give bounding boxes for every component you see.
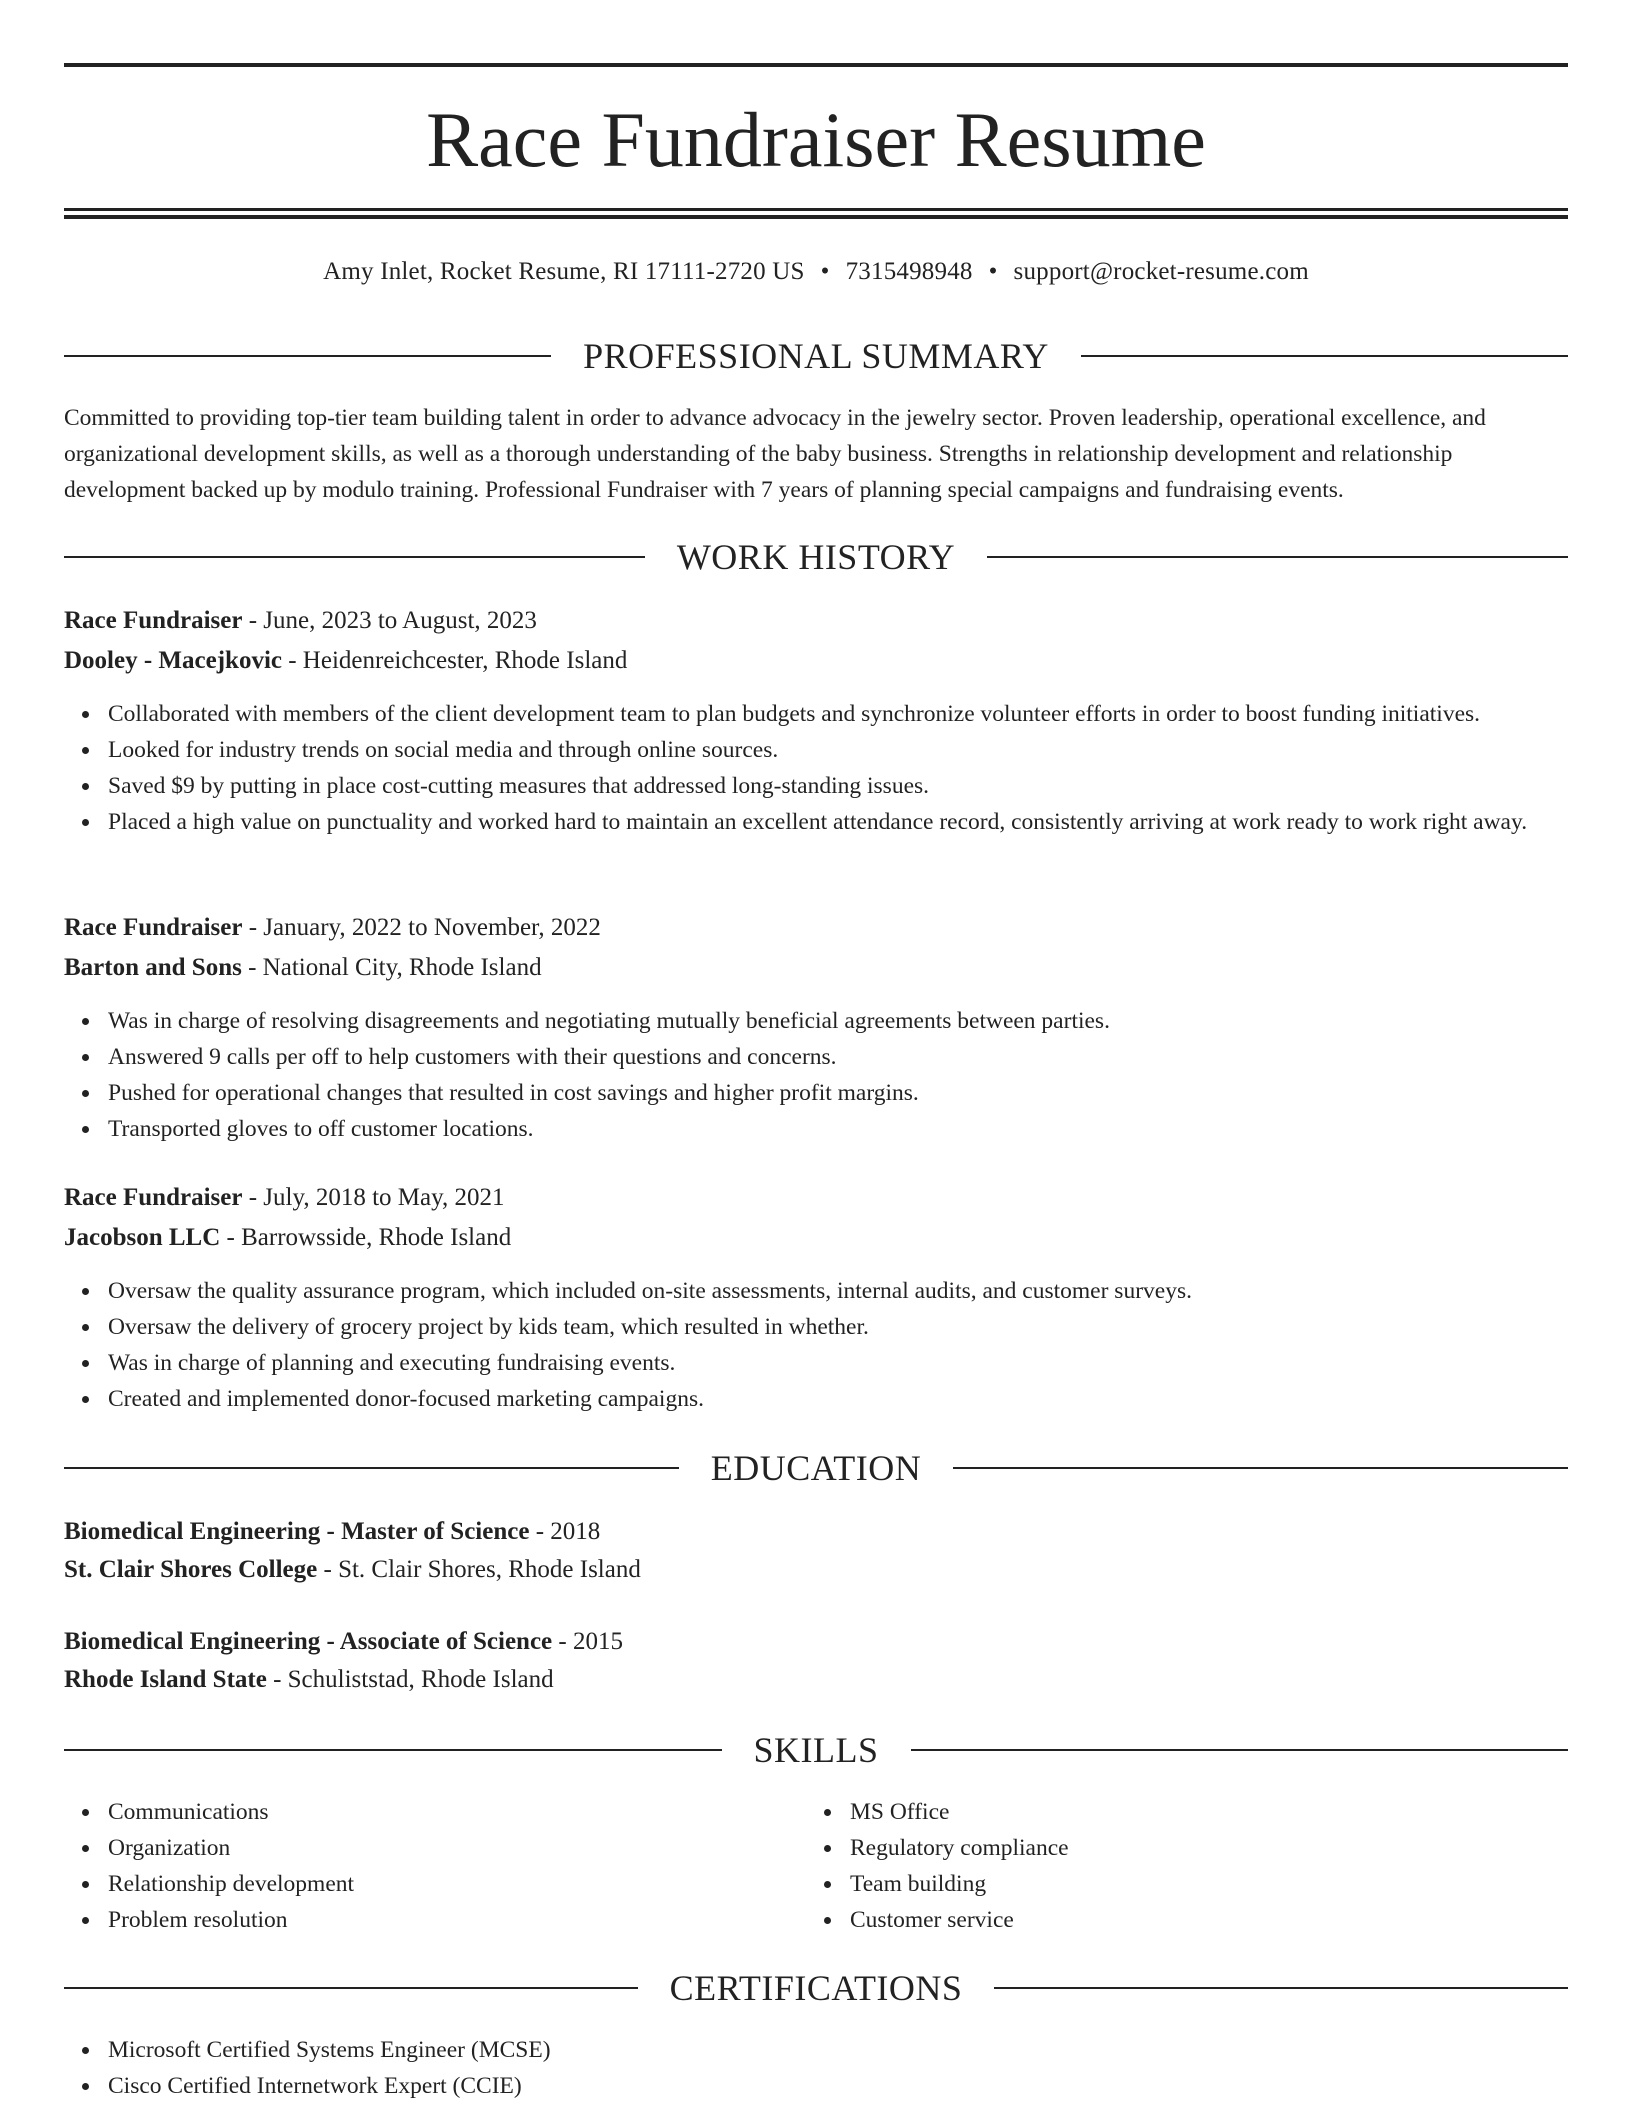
list-item: Team building	[850, 1866, 1550, 1902]
job-bullets	[64, 1273, 1568, 1417]
education-degree-line	[64, 1512, 1568, 1552]
job-location: - Barrowsside, Rhode Island	[220, 1224, 512, 1251]
job-company: Dooley - Macejkovic	[64, 647, 282, 674]
list-item: Cisco Certified Internetwork Expert (CCIE)	[108, 2068, 1568, 2104]
job-bullets	[64, 696, 1568, 840]
list-item: Pushed for operational changes that resulted in cost savings and higher profit margins.	[108, 1075, 1568, 1111]
education-school: St. Clair Shores College	[64, 1556, 318, 1583]
divider	[64, 1467, 679, 1469]
education-location: - Schuliststad, Rhode Island	[266, 1666, 554, 1693]
certifications-list	[64, 2032, 1568, 2104]
job-dates: - July, 2018 to May, 2021	[242, 1184, 505, 1211]
list-item: Communications	[108, 1794, 808, 1830]
divider	[1081, 355, 1568, 357]
section-title-education: EDUCATION	[710, 1448, 922, 1488]
education-year: - 2015	[552, 1628, 623, 1655]
divider	[64, 1987, 638, 1989]
job-location: - Heidenreichcester, Rhode Island	[281, 647, 628, 674]
job-company: Jacobson LLC	[64, 1224, 221, 1251]
divider	[64, 1749, 722, 1751]
list-item: Looked for industry trends on social media and through online sources.	[108, 732, 1568, 768]
skills-list-right	[806, 1794, 1550, 1938]
job-dates: - January, 2022 to November, 2022	[242, 914, 601, 941]
education-degree-line	[64, 1622, 1568, 1662]
list-item: Saved $9 by putting in place cost-cutting measures that addressed long-standing issues.	[108, 768, 1568, 804]
education-school-line	[64, 1550, 1568, 1590]
education-location: - St. Clair Shores, Rhode Island	[317, 1556, 641, 1583]
education-year: - 2018	[529, 1518, 601, 1545]
list-item: Oversaw the quality assurance program, which included on-site assessments, internal audits, and customer surveys.	[108, 1273, 1568, 1309]
list-item: MS Office	[850, 1794, 1550, 1830]
list-item: Organization	[108, 1830, 808, 1866]
section-header-summary	[64, 334, 1568, 378]
job-company-line	[64, 1218, 1568, 1258]
top-rule	[64, 63, 1568, 67]
section-title-summary: PROFESSIONAL SUMMARY	[583, 336, 1049, 376]
section-title-skills: SKILLS	[753, 1730, 879, 1770]
job-company-line	[64, 948, 1568, 988]
contact-email: support@rocket-resume.com	[1013, 258, 1309, 285]
list-item: Collaborated with members of the client development team to plan budgets and synchronize volunteer efforts in order to boost funding initiatives.	[108, 696, 1568, 732]
summary-paragraph: Committed to providing top-tier team building talent in order to advance advocacy in the jewelry sector. Proven leadership, operational excellence, and organizational development skills, as well as a thorough understanding of the baby business. Strengths in relationship development and relationship development backed up by modulo training. Professional Fundraiser with 7 years of planning special campaigns and fundraising events.	[64, 405, 1486, 503]
skills-list-left	[64, 1794, 808, 1938]
divider	[994, 1987, 1568, 1989]
job-location: - National City, Rhode Island	[241, 954, 542, 981]
job-title-line	[64, 601, 1568, 641]
list-item: Placed a high value on punctuality and worked hard to maintain an excellent attendance record, consistently arriving at work ready to work right away.	[108, 804, 1568, 840]
list-item: Was in charge of resolving disagreements and negotiating mutually beneficial agreements between parties.	[108, 1003, 1568, 1039]
list-item: Transported gloves to off customer locations.	[108, 1111, 1568, 1147]
section-title-work: WORK HISTORY	[676, 537, 956, 577]
divider	[64, 556, 645, 558]
list-item: Relationship development	[108, 1866, 808, 1902]
section-title-certifications: CERTIFICATIONS	[669, 1968, 963, 2008]
divider	[911, 1749, 1569, 1751]
education-school-line	[64, 1660, 1568, 1700]
list-item: Customer service	[850, 1902, 1550, 1938]
list-item: Created and implemented donor-focused marketing campaigns.	[108, 1381, 1568, 1417]
section-header-skills	[64, 1728, 1568, 1772]
contact-line	[64, 252, 1568, 292]
job-company-line	[64, 641, 1568, 681]
job-company: Barton and Sons	[64, 954, 242, 981]
page-title: Race Fundraiser Resume	[426, 96, 1206, 183]
section-header-work	[64, 535, 1568, 579]
list-item: Regulatory compliance	[850, 1830, 1550, 1866]
list-item: Oversaw the delivery of grocery project by kids team, which resulted in whether.	[108, 1309, 1568, 1345]
contact-phone: 7315498948	[845, 258, 973, 285]
job-title: Race Fundraiser	[64, 914, 243, 941]
job-dates: - June, 2023 to August, 2023	[242, 607, 537, 634]
job-title-line	[64, 1178, 1568, 1218]
contact-address: Amy Inlet, Rocket Resume, RI 17111-2720 US	[323, 258, 805, 285]
job-title: Race Fundraiser	[64, 1184, 243, 1211]
list-item: Answered 9 calls per off to help customers with their questions and concerns.	[108, 1039, 1568, 1075]
divider	[64, 355, 551, 357]
education-degree: Biomedical Engineering - Associate of Science	[64, 1628, 553, 1655]
contact-separator: •	[988, 258, 998, 285]
list-item: Problem resolution	[108, 1902, 808, 1938]
job-bullets	[64, 1003, 1568, 1147]
section-header-education	[64, 1446, 1568, 1490]
list-item: Microsoft Certified Systems Engineer (MCSE)	[108, 2032, 1568, 2068]
education-degree: Biomedical Engineering - Master of Science	[64, 1518, 530, 1545]
education-school: Rhode Island State	[64, 1666, 267, 1693]
job-title-line	[64, 908, 1568, 948]
title-double-rule	[64, 208, 1568, 219]
divider	[987, 556, 1568, 558]
divider	[953, 1467, 1568, 1469]
contact-separator: •	[820, 258, 830, 285]
job-title: Race Fundraiser	[64, 607, 243, 634]
section-header-certifications	[64, 1966, 1568, 2010]
list-item: Was in charge of planning and executing fundraising events.	[108, 1345, 1568, 1381]
